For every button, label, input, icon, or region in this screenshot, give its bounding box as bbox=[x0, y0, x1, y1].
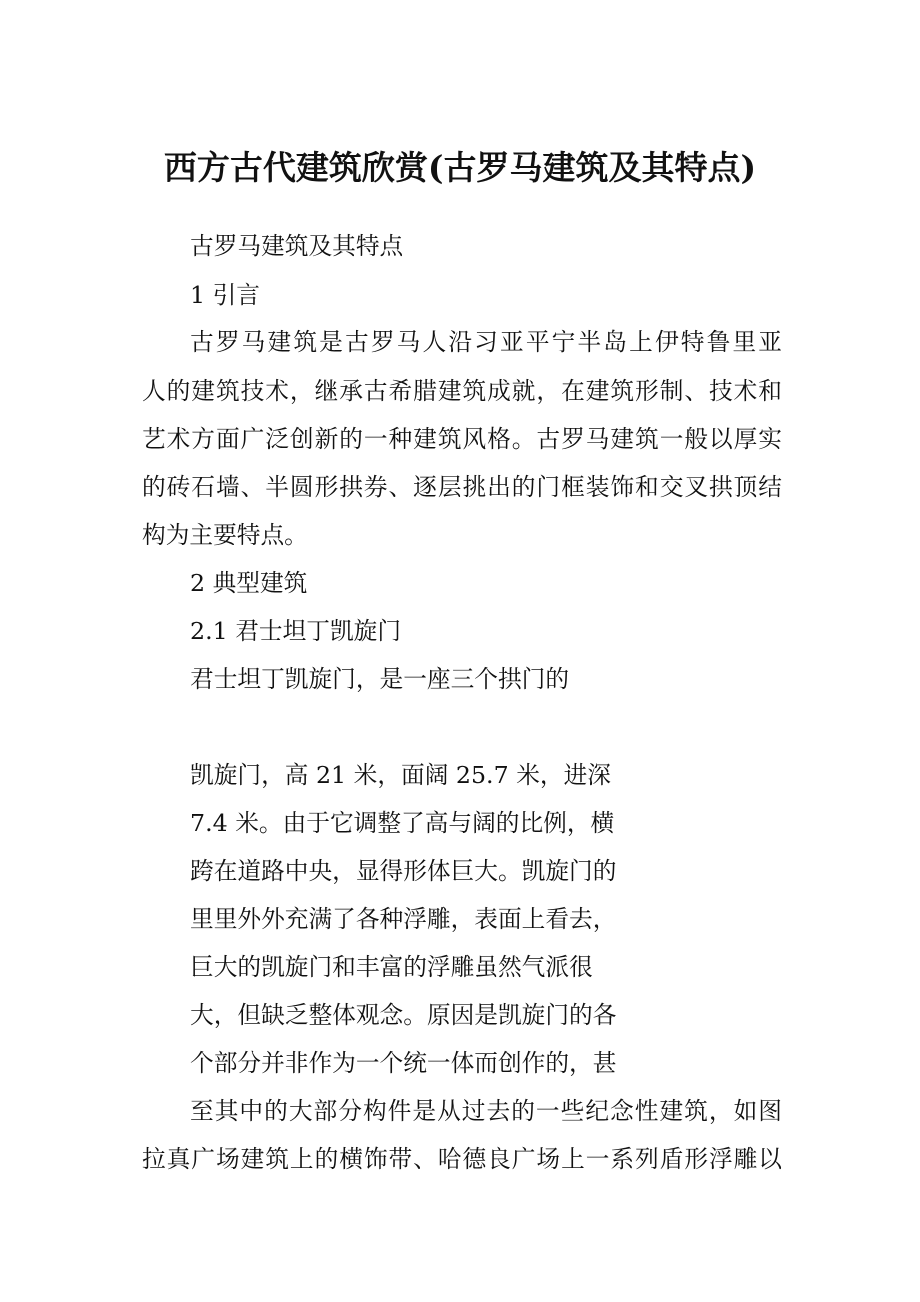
paragraph-line: 大，但缺乏整体观念。原因是凯旋门的各 bbox=[190, 1001, 617, 1029]
section-heading-introduction: 1 引言 bbox=[190, 281, 260, 309]
paragraph-line: 至其中的大部分构件是从过去的一些纪念性建筑，如图 bbox=[190, 1097, 782, 1125]
subtitle: 古罗马建筑及其特点 bbox=[190, 232, 404, 260]
section-heading-typical-buildings: 2 典型建筑 bbox=[190, 569, 308, 597]
paragraph-line: 艺术方面广泛创新的一种建筑风格。古罗马建筑一般以厚实 bbox=[142, 425, 782, 453]
paragraph-line: 的砖石墙、半圆形拱券、逐层挑出的门框装饰和交叉拱顶结 bbox=[142, 473, 782, 501]
paragraph-line: 人的建筑技术，继承古希腊建筑成就，在建筑形制、技术和 bbox=[142, 377, 782, 405]
paragraph-line: 跨在道路中央，显得形体巨大。凯旋门的 bbox=[190, 857, 617, 885]
paragraph-line: 凯旋门，高 21 米，面阔 25.7 米，进深 bbox=[190, 761, 611, 789]
paragraph-line: 拉真广场建筑上的横饰带、哈德良广场上一系列盾形浮雕以 bbox=[142, 1145, 782, 1173]
paragraph-line: 构为主要特点。 bbox=[142, 521, 308, 549]
subsection-heading-arch-of-constantine: 2.1 君士坦丁凯旋门 bbox=[190, 617, 402, 645]
document-title: 西方古代建筑欣赏(古罗马建筑及其特点) bbox=[163, 148, 757, 187]
paragraph-line: 个部分并非作为一个统一体而创作的，甚 bbox=[190, 1049, 617, 1077]
paragraph-line: 里里外外充满了各种浮雕，表面上看去， bbox=[190, 905, 617, 933]
paragraph-line: 7.4 米。由于它调整了高与阔的比例，横 bbox=[190, 809, 615, 837]
paragraph-line: 巨大的凯旋门和丰富的浮雕虽然气派很 bbox=[190, 953, 593, 981]
paragraph-line: 古罗马建筑是古罗马人沿习亚平宁半岛上伊特鲁里亚 bbox=[190, 328, 782, 356]
paragraph-line: 君士坦丁凯旋门，是一座三个拱门的 bbox=[190, 665, 570, 693]
